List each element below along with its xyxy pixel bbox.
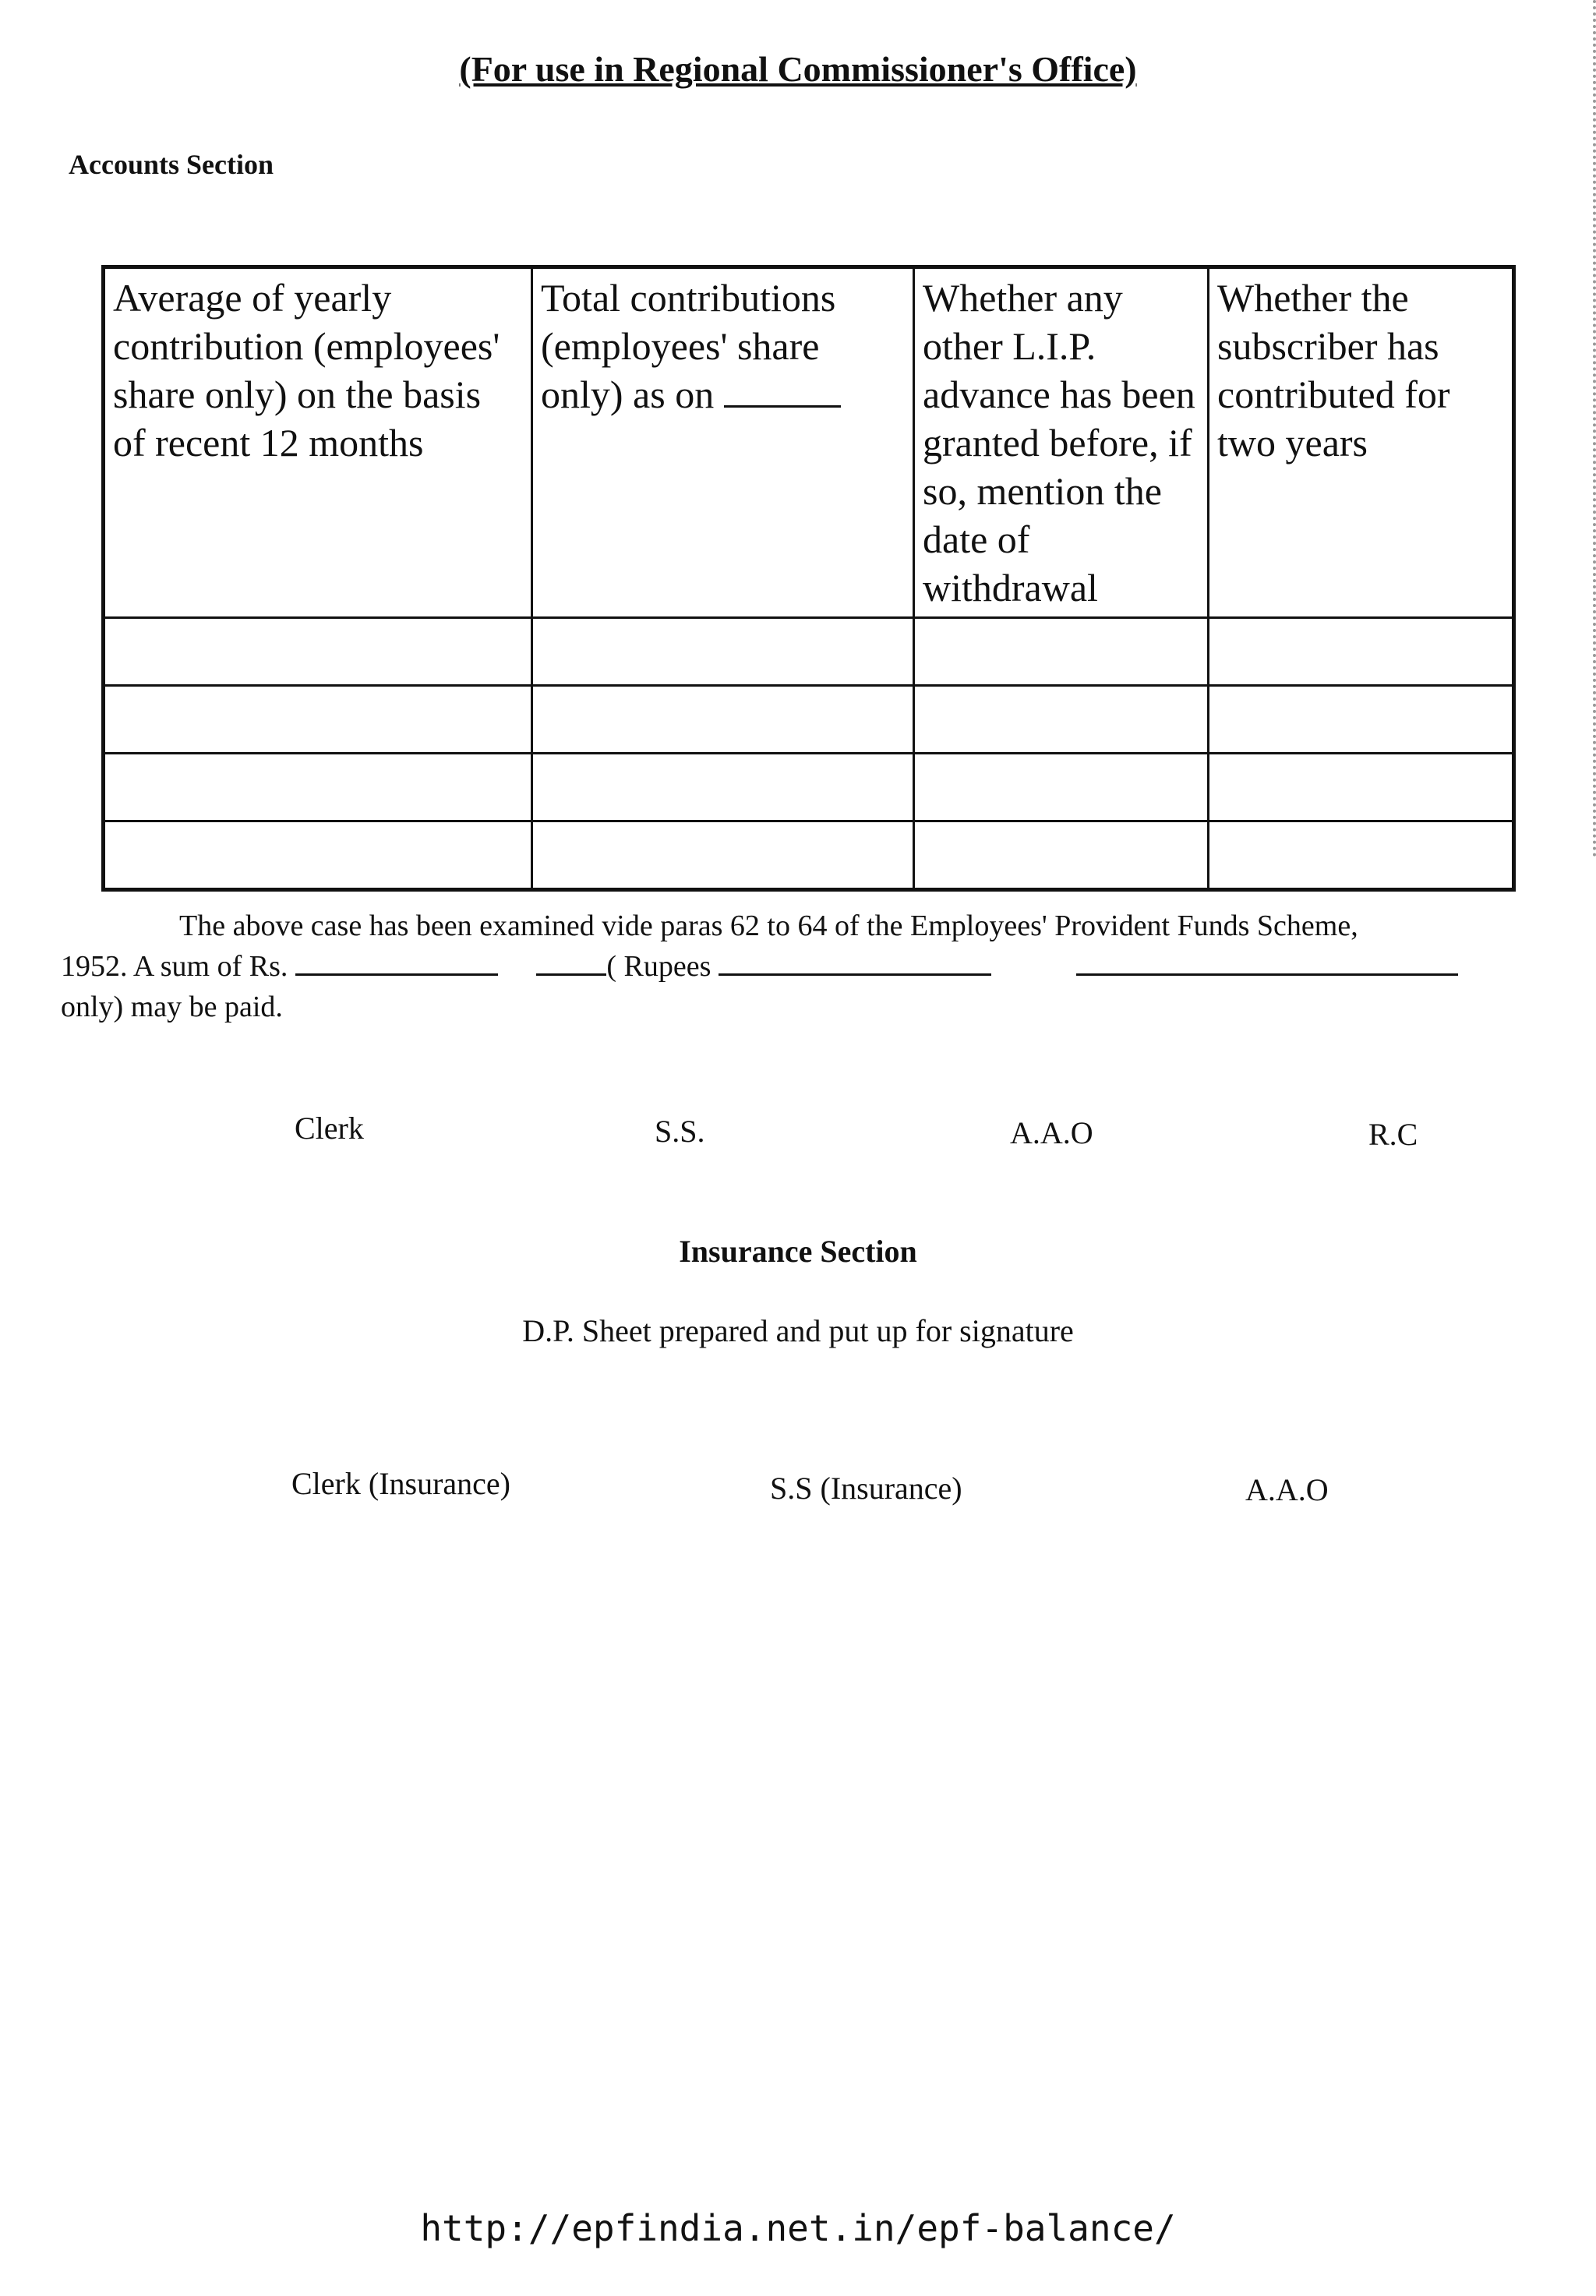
signature-aao: A.A.O bbox=[1010, 1115, 1093, 1150]
insurance-section-label: Insurance Section bbox=[679, 1234, 917, 1269]
col-header-lip-advance: Whether any other L.I.P. advance has been granted before, if so, mention the date of withdrawal bbox=[914, 267, 1209, 618]
table-row bbox=[104, 686, 1514, 754]
rupees-label: ( Rupees bbox=[606, 950, 711, 983]
rupees-words-blank-2[interactable] bbox=[1076, 947, 1458, 976]
rupees-words-blank[interactable] bbox=[719, 947, 991, 976]
table-cell[interactable] bbox=[1209, 618, 1514, 686]
paragraph-line-3: only) may be paid. bbox=[61, 991, 283, 1023]
table-cell[interactable] bbox=[104, 754, 532, 821]
table-cell[interactable] bbox=[914, 821, 1209, 890]
as-on-date-blank[interactable] bbox=[724, 374, 841, 408]
table-cell[interactable] bbox=[532, 821, 914, 890]
table-cell[interactable] bbox=[104, 686, 532, 754]
scan-edge-artifact bbox=[1582, 0, 1596, 857]
signature-clerk-insurance: Clerk (Insurance) bbox=[291, 1466, 510, 1501]
table-cell[interactable] bbox=[914, 686, 1209, 754]
signature-rc: R.C bbox=[1368, 1117, 1418, 1152]
table-row bbox=[104, 618, 1514, 686]
paragraph-line-1: The above case has been examined vide paras 62 to 64 of the Employees' Provident Funds Scheme, bbox=[179, 910, 1358, 942]
dp-sheet-note: D.P. Sheet prepared and put up for signature bbox=[522, 1313, 1074, 1348]
table-row bbox=[104, 754, 1514, 821]
table-cell[interactable] bbox=[532, 686, 914, 754]
footer-url[interactable]: http://epfindia.net.in/epf-balance/ bbox=[420, 2207, 1176, 2249]
signature-clerk: Clerk bbox=[295, 1111, 364, 1146]
col-header-average-yearly-contribution: Average of yearly contribution (employees' share only) on the basis of recent 12 months bbox=[104, 267, 532, 618]
col-header-contributed-two-years: Whether the subscriber has contributed for two years bbox=[1209, 267, 1514, 618]
signature-ss-insurance: S.S (Insurance) bbox=[770, 1471, 962, 1506]
table-cell[interactable] bbox=[914, 754, 1209, 821]
table-cell[interactable] bbox=[104, 618, 532, 686]
table-cell[interactable] bbox=[104, 821, 532, 890]
table-row bbox=[104, 821, 1514, 890]
examination-paragraph bbox=[61, 906, 1549, 1027]
signature-ss: S.S. bbox=[655, 1114, 705, 1149]
table-cell[interactable] bbox=[1209, 754, 1514, 821]
amount-blank[interactable] bbox=[295, 947, 498, 976]
col-header-total-contributions: Total contributions (employees' share only) as on bbox=[532, 267, 914, 618]
table-cell[interactable] bbox=[1209, 686, 1514, 754]
amount-blank-2[interactable] bbox=[536, 947, 606, 976]
table-cell[interactable] bbox=[532, 618, 914, 686]
signature-aao-insurance: A.A.O bbox=[1245, 1472, 1329, 1507]
paragraph-line-2 bbox=[61, 946, 1549, 987]
table-header-row bbox=[104, 267, 1514, 618]
accounts-table bbox=[101, 265, 1516, 892]
sum-label: 1952. A sum of Rs. bbox=[61, 950, 288, 983]
table-cell[interactable] bbox=[532, 754, 914, 821]
table-cell[interactable] bbox=[914, 618, 1209, 686]
page-title: (For use in Regional Commissioner's Office) bbox=[459, 49, 1137, 89]
accounts-section-label: Accounts Section bbox=[69, 149, 274, 180]
table-cell[interactable] bbox=[1209, 821, 1514, 890]
